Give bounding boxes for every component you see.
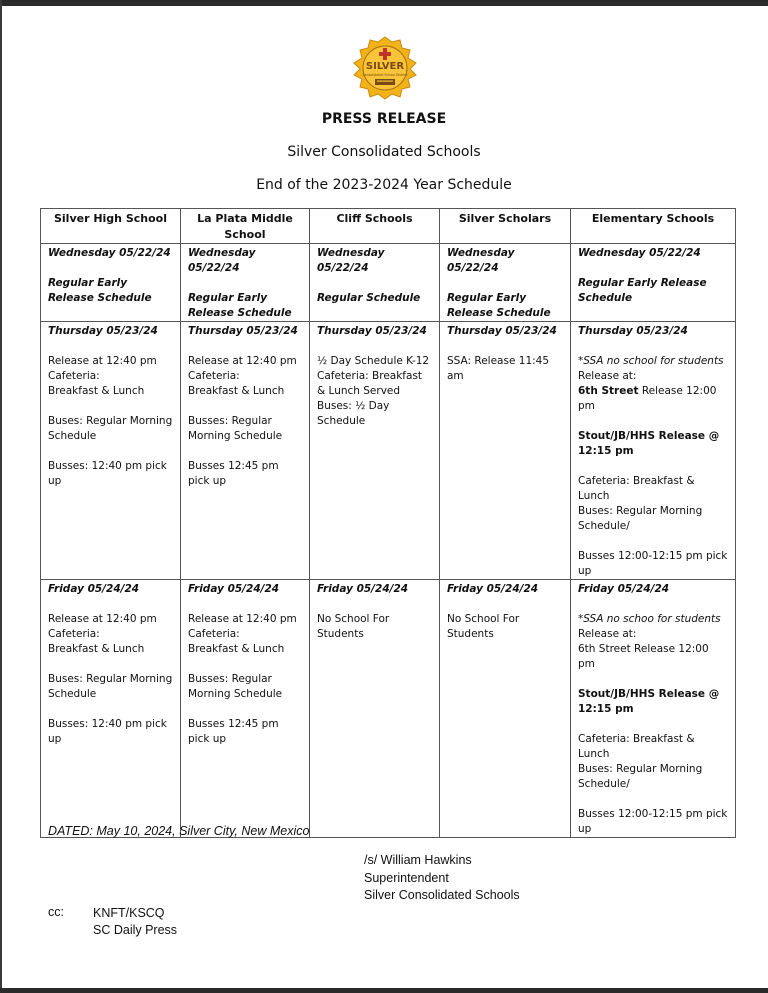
cell-text-line: ½ Day Schedule K-12 [317,355,430,367]
cell-text-line: Buses: Regular Morning Schedule [48,415,173,442]
cell-text-line: Cafeteria: [48,628,100,640]
cell-day-label: Friday 05/24/24 [48,583,140,595]
cell-text-line: Release at 12:40 pm [48,613,157,625]
cell-text-line: SSA: Release 11:45 am [447,355,550,382]
cell-text-line: Cafeteria: [48,370,100,382]
cell-text-line: Busses 12:00-12:15 pm pick up [578,808,728,835]
cell-text-line: Busses: Regular Morning Schedule [188,415,283,442]
signature-block [364,852,520,905]
cell-text-line: No School For Students [317,613,390,640]
cell-text-line: Release at 12:40 pm [188,613,297,625]
cell-day-label: Friday 05/24/24 [578,583,670,595]
table-cell [571,244,736,322]
cell-text-line: Regular Early Release Schedule [48,277,152,304]
cell-text-line: Buses: ½ Day Schedule [317,400,390,427]
cell-day-label: Wednesday 05/22/24 [317,247,385,274]
cell-text-line: Buses: Regular Morning Schedule/ [578,763,703,790]
cell-text-line: No School For Students [447,613,520,640]
window-top-border [0,0,768,6]
press-release-heading: PRESS RELEASE [321,111,447,127]
document-title: End of the 2023-2024 Year Schedule [256,177,512,193]
table-cell [310,580,440,838]
dated-line: DATED: May 10, 2024, Silver City, New Mexico [48,824,310,838]
table-cell [440,322,571,580]
cell-text-line: Busses: 12:40 pm pick up [48,718,167,745]
table-row [41,322,736,580]
cell-day-label: Friday 05/24/24 [447,583,539,595]
cell-text-line: Cafeteria: [188,370,240,382]
cell-day-label: Wednesday 05/22/24 [447,247,515,274]
cell-text-line: Cafeteria: Breakfast & Lunch [578,733,695,760]
cell-text-line: Busses 12:00-12:15 pm pick up [578,550,728,577]
table-row [41,244,736,322]
cell-text-line: Busses: 12:40 pm pick up [48,460,167,487]
table-cell [181,244,310,322]
cell-text-line: Cafeteria: Breakfast & Lunch [578,475,695,502]
cell-text-line: Cafeteria: Breakfast & Lunch Served [317,370,423,397]
cc-recipient: KNFT/KSCQ [93,906,165,920]
cell-text-line: Buses: Regular Morning Schedule/ [578,505,703,532]
cell-day-label: Wednesday 05/22/24 [578,247,701,259]
table-cell [41,322,181,580]
cell-day-label: Thursday 05/23/24 [447,325,557,337]
cell-text-line: Breakfast & Lunch [188,643,285,655]
cell-text-line: Regular Early Release Schedule [578,277,707,304]
table-cell [310,244,440,322]
signature-name: /s/ William Hawkins [364,853,472,867]
table-cell [440,580,571,838]
cell-text-line: *SSA no school for students [578,355,724,367]
svg-text:Consolidated School District: Consolidated School District [362,73,408,77]
column-header: Cliff Schools [310,209,440,244]
cell-text-line: Busses 12:45 pm pick up [188,718,279,745]
cell-day-label: Thursday 05/23/24 [48,325,158,337]
cell-text-line: Stout/JB/HHS Release @ 12:15 pm [578,430,720,457]
cell-text-line: Breakfast & Lunch [188,385,285,397]
table-cell [181,322,310,580]
cell-text-line: Regular Early Release Schedule [188,292,292,319]
table-cell [181,580,310,838]
cell-day-label: Friday 05/24/24 [188,583,280,595]
svg-text:SILVER: SILVER [365,61,405,72]
cc-recipients [93,905,177,939]
cell-text-line: Breakfast & Lunch [48,385,145,397]
table-cell [310,322,440,580]
header-row [41,209,736,244]
schedule-table [40,208,736,838]
column-header: Silver High School [41,209,181,244]
cell-day-label: Thursday 05/23/24 [317,325,427,337]
cell-text-line: Release at 12:40 pm [188,355,297,367]
cell-day-label: Thursday 05/23/24 [578,325,688,337]
cell-day-label: Friday 05/24/24 [317,583,409,595]
column-header: Silver Scholars [440,209,571,244]
cell-text-line: Release at 12:40 pm [48,355,157,367]
cell-text-line: *SSA no schoo for students [578,613,721,625]
table-cell [571,580,736,838]
table-cell [440,244,571,322]
cell-text-line: Busses 12:45 pm pick up [188,460,279,487]
district-name: Silver Consolidated Schools [287,144,481,160]
table-cell [41,244,181,322]
window-bottom-border [0,988,768,993]
cell-text-line: Release at: [578,628,637,640]
cell-text-line: 6th Street Release 12:00 pm [578,643,709,670]
cell-text-line: Release at: [578,370,637,382]
column-header: La Plata Middle School [181,209,310,244]
cell-day-label: Thursday 05/23/24 [188,325,298,337]
signature-org: Silver Consolidated Schools [364,888,520,902]
district-seal-logo [350,36,420,100]
cell-text-line: Breakfast & Lunch [48,643,145,655]
cc-label: cc: [48,905,64,919]
cell-day-label: Wednesday 05/22/24 [48,247,171,259]
table-cell [41,580,181,838]
table-row [41,580,736,838]
cell-text-line: Regular Early Release Schedule [447,292,551,319]
table-cell [571,322,736,580]
column-header: Elementary Schools [571,209,736,244]
cell-text-line: Buses: Regular Morning Schedule [48,673,173,700]
cell-text-line: Regular Schedule [317,292,421,304]
cell-text-line: Cafeteria: [188,628,240,640]
signature-title: Superintendent [364,870,449,885]
cell-text-line: Stout/JB/HHS Release @ 12:15 pm [578,688,720,715]
cc-recipient: SC Daily Press [93,923,178,937]
cell-day-label: Wednesday 05/22/24 [188,247,256,274]
cell-text-line: Busses: Regular Morning Schedule [188,673,283,700]
cell-text-line: 6th Street Release 12:00 pm [578,385,717,412]
